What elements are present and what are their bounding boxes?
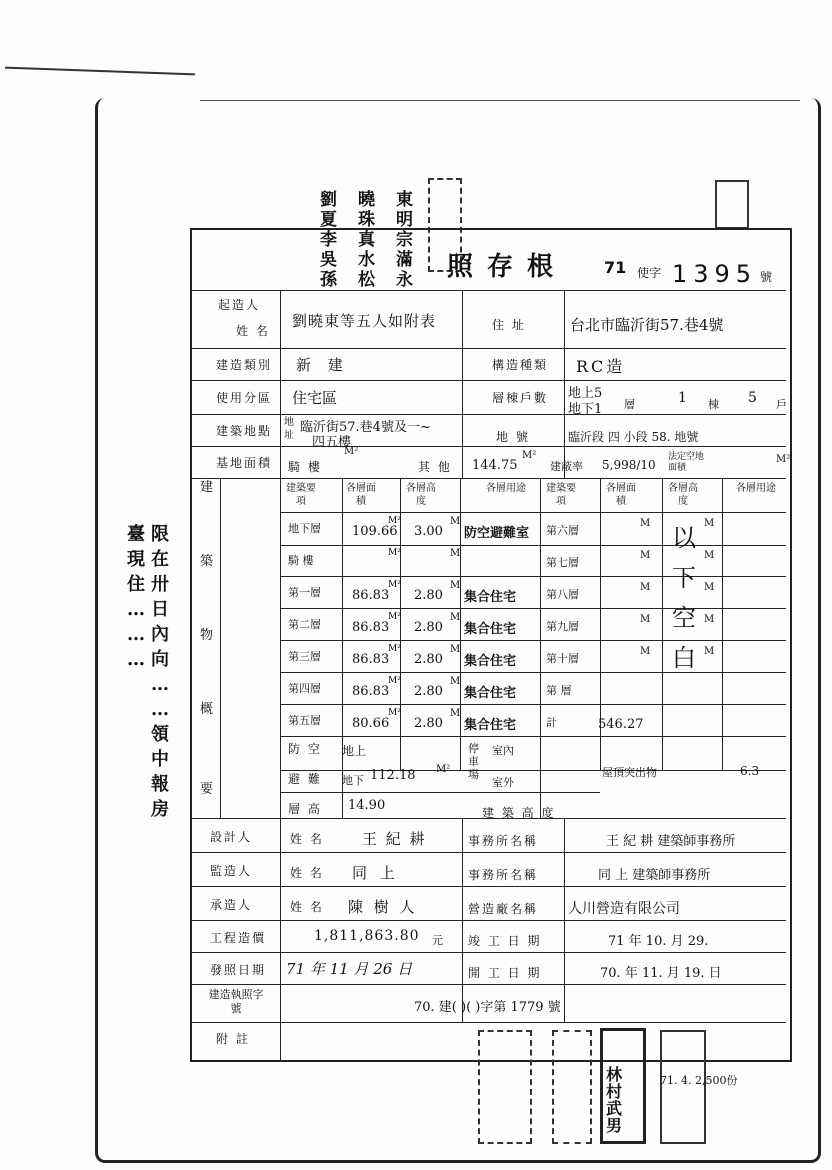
evac-sub: 地下	[342, 774, 364, 787]
floor-name: 第四層	[288, 682, 321, 695]
site-value-2: 四五樓	[312, 435, 352, 450]
permit-form	[190, 228, 792, 1062]
floor-area: 109.66	[352, 524, 398, 539]
cost-label: 工程造價	[210, 931, 267, 945]
left-margin-char: 住	[127, 574, 145, 595]
top-stamp	[715, 180, 749, 229]
parking-out: 室外	[492, 776, 514, 789]
applicant-char: 曉	[358, 190, 375, 210]
floors-unit: 層	[624, 398, 635, 411]
building-header: 各層高度	[406, 483, 436, 507]
blank-note	[670, 518, 698, 678]
start-value: 70. 年 11. 月 19. 日	[600, 966, 722, 981]
floor-name-right: 第十層	[546, 652, 579, 665]
zone-label: 使用分區	[216, 391, 273, 405]
form-title: 照存根	[447, 252, 568, 282]
structure-value: RC造	[576, 357, 626, 376]
applicant-char: 劉	[320, 190, 337, 210]
floors-above: 地上5	[568, 386, 603, 401]
legal-unit: M²	[776, 454, 791, 465]
floor-height-unit: M	[704, 550, 715, 561]
floor-area: 86.83	[352, 620, 390, 635]
floor-height-unit: M	[704, 646, 715, 657]
floor-name: 第三層	[288, 650, 321, 663]
floor-use: 集合住宅	[464, 622, 517, 637]
left-margin-char: 臺	[127, 524, 145, 545]
units-unit: 戶	[776, 398, 787, 411]
building-header: 各層用途	[486, 483, 526, 494]
shelter-sub: 地上	[342, 744, 367, 758]
applicant-char: 宗	[396, 230, 413, 250]
units-value: 5	[748, 390, 757, 406]
build-type-value: 新 建	[296, 356, 349, 374]
address-label: 住 址	[492, 318, 526, 332]
building-side-char: 築	[200, 554, 214, 569]
floor-name: 騎 樓	[288, 554, 314, 567]
roof-label: 屋頂突出物	[602, 766, 657, 779]
floor-height: 2.80	[414, 588, 443, 603]
coverage-label: 建蔽率	[550, 460, 583, 473]
floor-area-unit: M²	[388, 612, 401, 622]
contractor-value: 陳 樹 人	[348, 898, 418, 916]
floor-area-unit: M²	[388, 676, 401, 686]
floor-area-unit: M²	[388, 548, 401, 558]
floor-area-unit: M²	[388, 708, 401, 718]
floor-name: 第二層	[288, 618, 321, 631]
floor-name: 第一層	[288, 586, 321, 599]
bottom-stamp	[478, 1030, 532, 1144]
height-value: 14.90	[348, 798, 386, 813]
blank-note-char: 下	[672, 564, 696, 592]
evac-value: 112.18	[370, 768, 416, 783]
floor-height-unit: M	[450, 644, 461, 655]
area-other: 其 他	[418, 460, 452, 474]
applicant-char: 東	[396, 190, 413, 210]
building-header: 各層面積	[606, 483, 636, 507]
floor-name: 第五層	[288, 714, 321, 727]
building-side-char: 建	[200, 480, 214, 495]
cost-value: 1,811,863.80	[314, 928, 420, 944]
area-arcade-unit: M²	[344, 446, 359, 457]
left-margin-char: 房	[151, 799, 169, 820]
applicant-char: 明	[396, 210, 413, 230]
floor-height-unit: M	[450, 548, 461, 559]
bottom-stamp	[552, 1030, 592, 1144]
floor-use: 集合住宅	[464, 654, 517, 669]
left-margin-char: 領	[151, 724, 169, 745]
floor-name-right: 第九層	[546, 620, 579, 633]
designer-label: 設計人	[210, 830, 253, 844]
floor-height-unit: M	[450, 676, 461, 687]
left-margin-char: 中	[151, 749, 169, 770]
serial-number: 1395	[672, 260, 758, 288]
applicant-char: 真	[358, 230, 375, 250]
roof-value: 6.3	[740, 764, 760, 778]
left-margin-char: 限	[151, 524, 169, 545]
floor-height: 2.80	[414, 652, 443, 667]
building-side-char: 物	[200, 628, 214, 643]
designer-office: 王 紀 耕 建築師事務所	[606, 834, 736, 849]
floors-below: 地下1	[568, 402, 603, 417]
floor-area-unit: M	[640, 582, 651, 593]
left-margin-char: …	[127, 599, 145, 620]
floor-area: 86.83	[352, 588, 390, 603]
issue-label: 發照日期	[210, 963, 267, 977]
parking-label: 停車場	[468, 742, 479, 781]
building-header: 各層高度	[668, 483, 698, 507]
address-value: 台北市臨沂街57.巷4號	[570, 316, 724, 334]
floor-name: 地下層	[288, 522, 321, 535]
serial-suffix: 號	[760, 270, 773, 284]
lot-value: 臨沂段 四 小段 58. 地號	[568, 430, 699, 444]
issue-value: 71 年 11 月 26 日	[286, 960, 413, 978]
note-label: 附 註	[216, 1032, 250, 1046]
print-code: 71. 4. 2,500份	[660, 1074, 738, 1087]
owner-value: 劉曉東等五人如附表	[292, 312, 437, 330]
height-label: 層 高	[288, 802, 322, 816]
floor-height-unit: M	[704, 582, 715, 593]
floor-name-right: 第六層	[546, 524, 579, 537]
left-margin-char: 在	[151, 549, 169, 570]
contractor-company-label: 營造廠名稱	[468, 902, 539, 916]
floor-use: 集合住宅	[464, 686, 517, 701]
designer-value: 王 紀 耕	[362, 830, 427, 848]
build-type-label: 建造類別	[216, 358, 273, 372]
floor-name-right: 第 層	[546, 684, 572, 697]
floors-label: 層棟戶數	[492, 391, 549, 405]
floor-height: 2.80	[414, 716, 443, 731]
floor-area-unit: M	[640, 646, 651, 657]
applicant-char: 水	[358, 250, 375, 270]
lot-label: 地 號	[496, 430, 530, 444]
seal-name: 林村武男	[606, 1065, 623, 1135]
finish-value: 71 年 10. 月 29.	[608, 934, 709, 949]
floor-area-unit: M	[640, 518, 651, 529]
floor-height-unit: M	[450, 516, 461, 527]
floor-name-right: 第八層	[546, 588, 579, 601]
cost-unit: 元	[432, 934, 443, 947]
buildings-value: 1	[678, 390, 687, 406]
building-side-char: 要	[200, 782, 214, 797]
start-label: 開 工 日 期	[468, 966, 542, 980]
applicant-char: 吳	[320, 250, 337, 270]
finish-label: 竣 工 日 期	[468, 934, 542, 948]
total-area: 546.27	[598, 717, 644, 732]
permit-value: 70. 建( )( )字第 1779 號	[414, 1000, 561, 1015]
floor-name-right: 第七層	[546, 556, 579, 569]
bheight-label: 建 築 高 度	[482, 806, 556, 820]
applicant-char: 孫	[320, 270, 337, 290]
floor-area: 86.83	[352, 652, 390, 667]
zone-value: 住宅區	[292, 389, 338, 407]
area-arcade: 騎 樓	[288, 460, 322, 474]
floor-height: 3.00	[414, 524, 443, 539]
applicant-char: 夏	[320, 210, 337, 230]
floor-area-unit: M²	[388, 516, 401, 526]
floor-use: 集合住宅	[464, 590, 517, 605]
permit-label: 建造執照字號	[208, 988, 264, 1015]
left-margin-char: 報	[151, 774, 169, 795]
applicant-char: 滿	[396, 250, 413, 270]
buildings-unit: 棟	[708, 398, 719, 411]
left-margin-char: …	[151, 699, 169, 720]
floor-name-right: 計	[546, 716, 557, 729]
supervisor-office-label: 事務所名稱	[468, 868, 539, 882]
structure-label: 構造種類	[492, 358, 549, 372]
supervisor-label: 監造人	[210, 864, 253, 878]
evac-unit: M²	[436, 764, 451, 775]
floor-height-unit: M	[450, 580, 461, 591]
blank-note-char: 以	[672, 524, 696, 552]
building-header: 各層面積	[346, 483, 376, 507]
floor-area-unit: M	[640, 550, 651, 561]
left-margin-char: 向	[151, 649, 169, 670]
floor-area-unit: M	[640, 614, 651, 625]
floor-area-unit: M²	[388, 644, 401, 654]
building-header: 建築要項	[286, 483, 316, 507]
left-margin-char: …	[127, 624, 145, 645]
serial-prefix: 71	[604, 258, 627, 277]
shelter-label: 防 空	[288, 742, 322, 756]
blank-note-char: 白	[672, 644, 696, 672]
building-header: 各層用途	[736, 483, 776, 494]
supervisor-office: 同 上 建築師事務所	[598, 868, 711, 883]
area-other-unit: M²	[522, 450, 537, 461]
area-label: 基地面積	[216, 456, 273, 470]
designer-name-label: 姓 名	[290, 832, 324, 846]
left-margin-char: 現	[127, 549, 145, 570]
floor-use: 防空避難室	[464, 526, 530, 541]
contractor-name-label: 姓 名	[290, 900, 324, 914]
owner-label-name: 姓 名	[236, 324, 270, 338]
floor-area-unit: M²	[388, 580, 401, 590]
applicant-char: 李	[320, 230, 337, 250]
area-other-value: 144.75	[472, 458, 518, 473]
site-sub: 地址	[284, 417, 294, 441]
floor-area: 80.66	[352, 716, 390, 731]
floor-area: 86.83	[352, 684, 390, 699]
supervisor-value: 同 上	[352, 864, 399, 882]
contractor-company: 人川營造有限公司	[568, 901, 680, 917]
building-side-char: 概	[200, 702, 214, 717]
legal-label: 法定空地面積	[668, 452, 705, 473]
designer-office-label: 事務所名稱	[468, 834, 539, 848]
left-margin-char: 內	[151, 624, 169, 645]
left-margin-char: 卅	[151, 574, 169, 595]
owner-label: 起造人	[218, 298, 261, 312]
floor-height: 2.80	[414, 684, 443, 699]
supervisor-name-label: 姓 名	[290, 866, 324, 880]
coverage-value: 5,998/10	[602, 458, 656, 472]
left-margin-char: 日	[151, 599, 169, 620]
serial-type: 使字	[637, 266, 662, 280]
left-margin-char: …	[127, 649, 145, 670]
site-value: 臨沂街57.巷4號及一~	[300, 420, 431, 435]
blank-note-char: 空	[672, 604, 696, 632]
contractor-label: 承造人	[210, 898, 253, 912]
floor-height-unit: M	[450, 708, 461, 719]
building-header: 建築要項	[546, 483, 576, 507]
left-margin-char: …	[151, 674, 169, 695]
applicant-char: 永	[396, 270, 413, 290]
site-label: 建築地點	[216, 424, 273, 438]
parking-in: 室內	[492, 744, 514, 757]
cover-edge-top	[5, 67, 195, 76]
floor-height-unit: M	[704, 614, 715, 625]
applicant-char: 松	[358, 270, 375, 290]
floor-height: 2.80	[414, 620, 443, 635]
applicant-char: 珠	[358, 210, 375, 230]
floor-use: 集合住宅	[464, 718, 517, 733]
evac-label: 避 難	[288, 772, 322, 786]
floor-height-unit: M	[704, 518, 715, 529]
floor-height-unit: M	[450, 612, 461, 623]
